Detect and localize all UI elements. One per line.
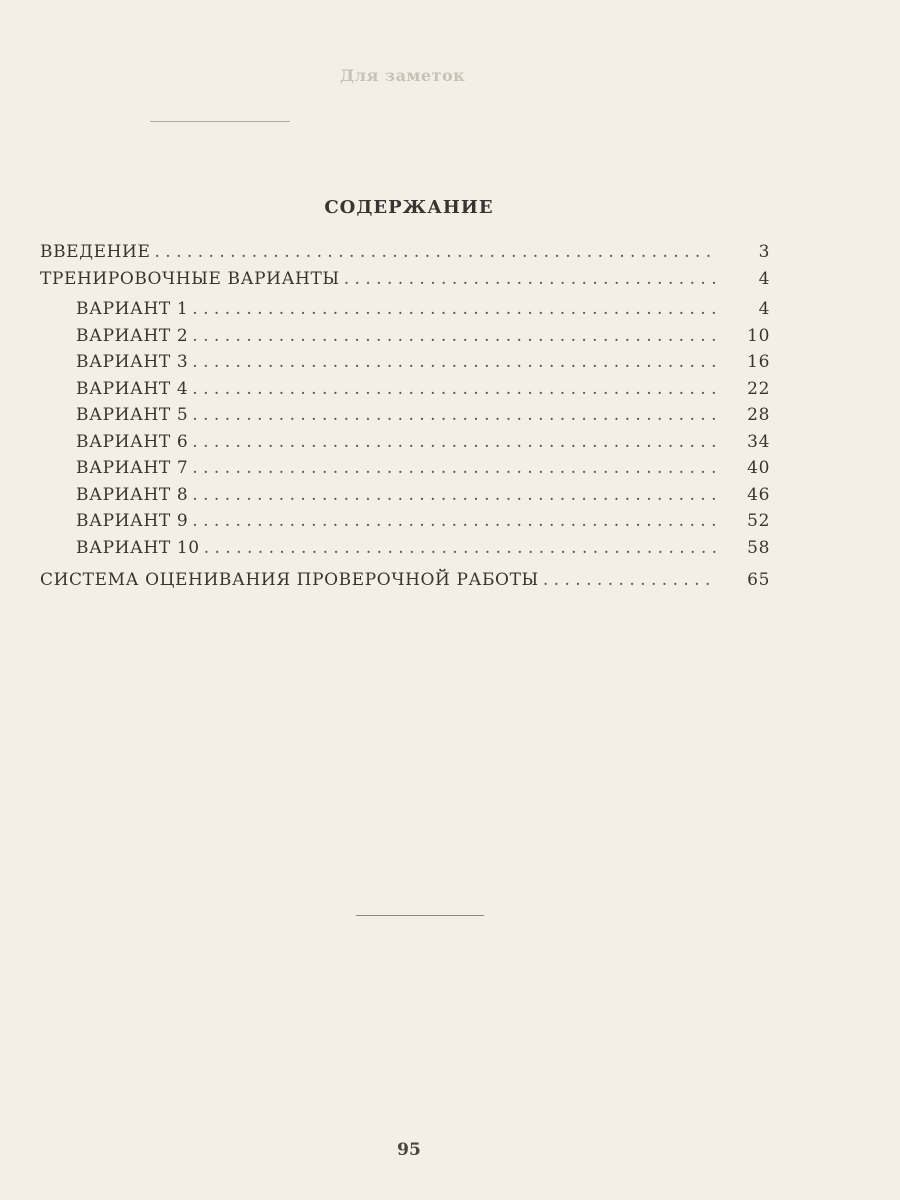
toc-entry-label: ВАРИАНТ 4 [76, 378, 189, 399]
toc-entry-label: ВАРИАНТ 10 [76, 537, 200, 558]
toc-dot-leader [344, 269, 716, 289]
toc-entry-page: 28 [747, 405, 770, 425]
toc-dot-leader [192, 352, 716, 372]
toc-entry-variant-10[interactable] [40, 538, 770, 565]
toc-entry-variant-9[interactable] [40, 511, 770, 538]
toc-entry-variant-5[interactable] [40, 405, 770, 432]
toc-entry-page: 65 [747, 570, 770, 590]
toc-entry-label: ВАРИАНТ 1 [76, 299, 189, 319]
toc-entry-variant-8[interactable] [40, 485, 770, 512]
toc-entry-variant-3[interactable] [40, 352, 770, 379]
toc-dot-leader [192, 458, 716, 478]
toc-entry-variant-6[interactable] [40, 432, 770, 459]
toc-dot-leader [192, 326, 716, 346]
section-divider [356, 915, 484, 916]
toc-entry-label: ВАРИАНТ 2 [76, 325, 189, 346]
toc-entry-variant-7[interactable] [40, 458, 770, 485]
toc-entry-training-variants[interactable] [40, 269, 770, 296]
toc-entry-page: 22 [747, 378, 770, 399]
toc-dot-leader [192, 432, 716, 452]
bleed-through-header: Для заметок [340, 66, 466, 85]
toc-entry-page: 4 [758, 299, 770, 319]
toc-title: СОДЕРЖАНИЕ [324, 197, 494, 218]
table-of-contents [40, 242, 770, 597]
toc-entry-page: 16 [747, 352, 770, 372]
toc-entry-label: ВАРИАНТ 7 [76, 458, 189, 478]
toc-dot-leader [192, 299, 716, 319]
toc-entry-page: 58 [747, 537, 770, 558]
toc-entry-page: 40 [747, 458, 770, 478]
toc-entry-label: ВАРИАНТ 5 [76, 405, 189, 425]
toc-entry-label: ВАРИАНТ 3 [76, 352, 189, 372]
toc-dot-leader [543, 570, 716, 590]
toc-entry-page: 4 [758, 268, 770, 289]
toc-entry-page: 46 [747, 484, 770, 505]
toc-dot-leader [192, 511, 716, 531]
toc-entry-label: ТРЕНИРОВОЧНЫЕ ВАРИАНТЫ [40, 268, 340, 289]
toc-entry-introduction[interactable] [40, 242, 770, 269]
toc-entry-page: 52 [747, 511, 770, 531]
toc-entry-label: СИСТЕМА ОЦЕНИВАНИЯ ПРОВЕРОЧНОЙ РАБОТЫ [40, 570, 539, 590]
toc-dot-leader [192, 485, 716, 505]
toc-entry-label: ВАРИАНТ 6 [76, 431, 189, 452]
page-number: 95 [397, 1140, 421, 1160]
toc-dot-leader [192, 379, 716, 399]
toc-entry-page: 34 [747, 431, 770, 452]
toc-entry-page: 10 [747, 325, 770, 346]
toc-entry-variant-1[interactable] [40, 299, 770, 326]
toc-dot-leader [155, 242, 717, 262]
toc-entry-variant-4[interactable] [40, 379, 770, 406]
toc-entry-variant-2[interactable] [40, 326, 770, 353]
toc-entry-label: ВВЕДЕНИЕ [40, 242, 151, 262]
toc-entry-label: ВАРИАНТ 9 [76, 511, 189, 531]
toc-dot-leader [192, 405, 716, 425]
toc-dot-leader [204, 538, 716, 558]
bleed-through-rule [150, 121, 290, 122]
toc-entry-label: ВАРИАНТ 8 [76, 484, 189, 505]
toc-entry-grading-system[interactable] [40, 570, 770, 597]
toc-entry-page: 3 [758, 242, 770, 262]
